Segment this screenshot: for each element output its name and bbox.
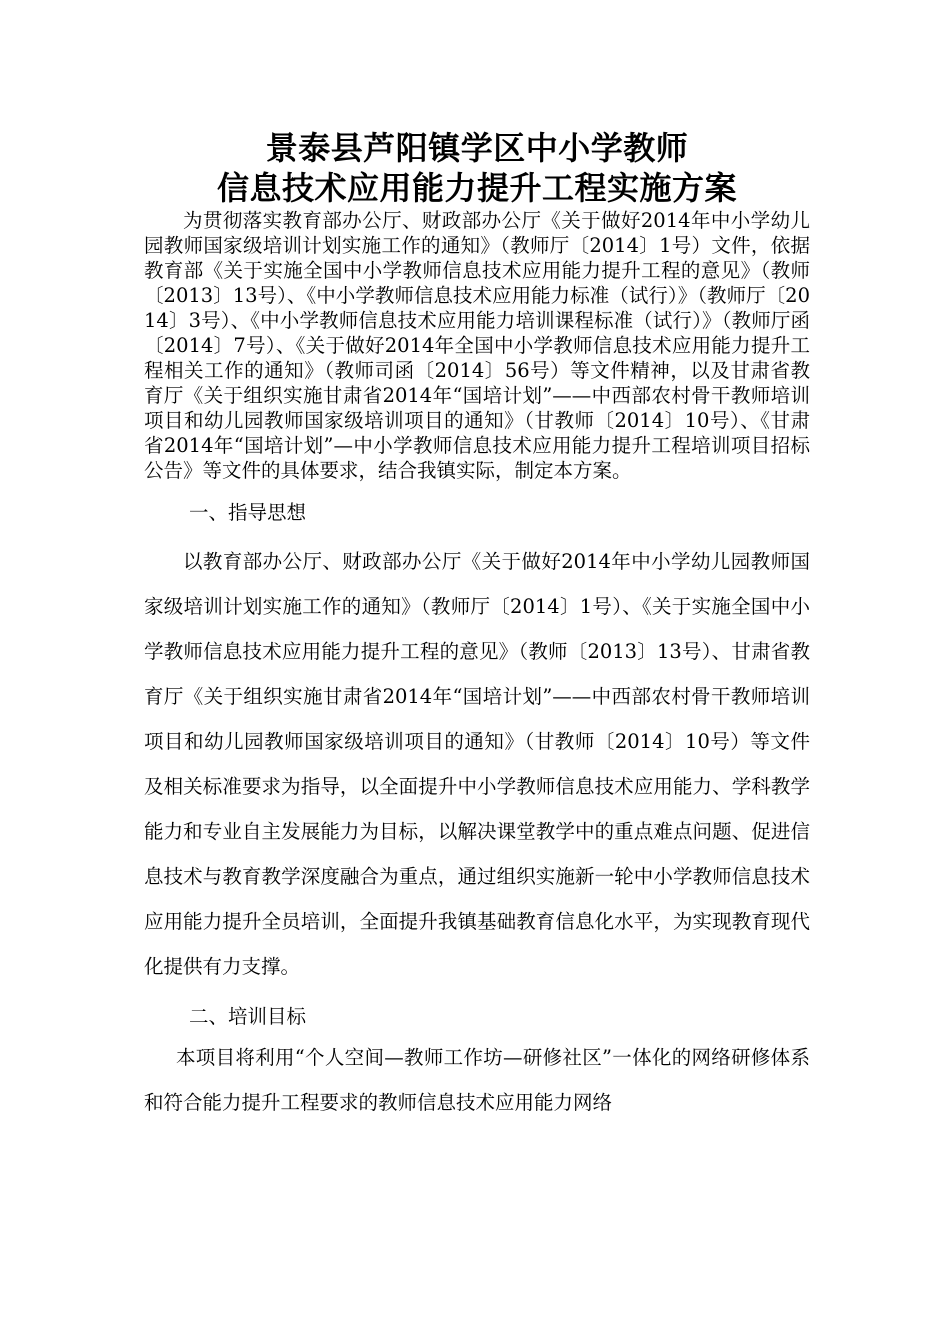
intro-paragraph: 为贯彻落实教育部办公厅、财政部办公厅《关于做好2014年中小学幼儿园教师国家级培训计划实施工作的通知》（教师厅〔2014〕1号）文件，依据教育部《关于实施全国中小学教师信息技术应用能力提升工程的意见》（教师〔2013〕13号）、《中小学教师信息技术应用能力标准（试行）》（教师厅〔2014〕3号）、《中小学教师信息技术应用能力培训课程标准（试行）》（教师厅函〔2014〕7号）、《关于做好2014年全国中小学教师信息技术应用能力提升工程相关工作的通知》（教师司函〔2014〕56号）等文件精神，以及甘肃省教育厅《关于组织实施甘肃省2014年“国培计划”——中西部农村骨干教师培训项目和幼儿园教师国家级培训项目的通知》（甘教师〔2014〕10号）、《甘肃省2014年“国培计划”—中小学教师信息技术应用能力提升工程培训项目招标公告》等文件的具体要求，结合我镇实际，制定本方案。 <box>144 209 810 482</box>
document-title-line-1: 景泰县芦阳镇学区中小学教师 <box>265 129 689 167</box>
section-body-guiding-ideology: 以教育部办公厅、财政部办公厅《关于做好2014年中小学幼儿园教师国家级培训计划实施工作的通知》（教师厅〔2014〕1号）、《关于实施全国中小学教师信息技术应用能力提升工程的意见》（教师〔2013〕13号）、甘肃省教育厅《关于组织实施甘肃省2014年“国培计划”——中西部农村骨干教师培训项目和幼儿园教师国家级培训项目的通知》（甘教师〔2014〕10号）等文件及相关标准要求为指导，以全面提升中小学教师信息技术应用能力、学科教学能力和专业自主发展能力为目标，以解决课堂教学中的重点难点问题、促进信息技术与教育教学深度融合为重点，通过组织实施新一轮中小学教师信息技术应用能力提升全员培训，全面提升我镇基础教育信息化水平，为实现教育现代化提供有力支撑。 <box>144 550 810 978</box>
document-title-line-2: 信息技术应用能力提升工程实施方案 <box>216 169 737 207</box>
section-heading-training-goals: 二、培训目标 <box>189 1005 307 1028</box>
section-body-training-goals: 本项目将利用“个人空间—教师工作坊—研修社区”一体化的网络研修体系和符合能力提升工程要求的教师信息技术应用能力网络 <box>144 1046 810 1114</box>
document-page <box>144 128 810 1125</box>
section-heading-guiding-ideology: 一、指导思想 <box>189 501 307 524</box>
